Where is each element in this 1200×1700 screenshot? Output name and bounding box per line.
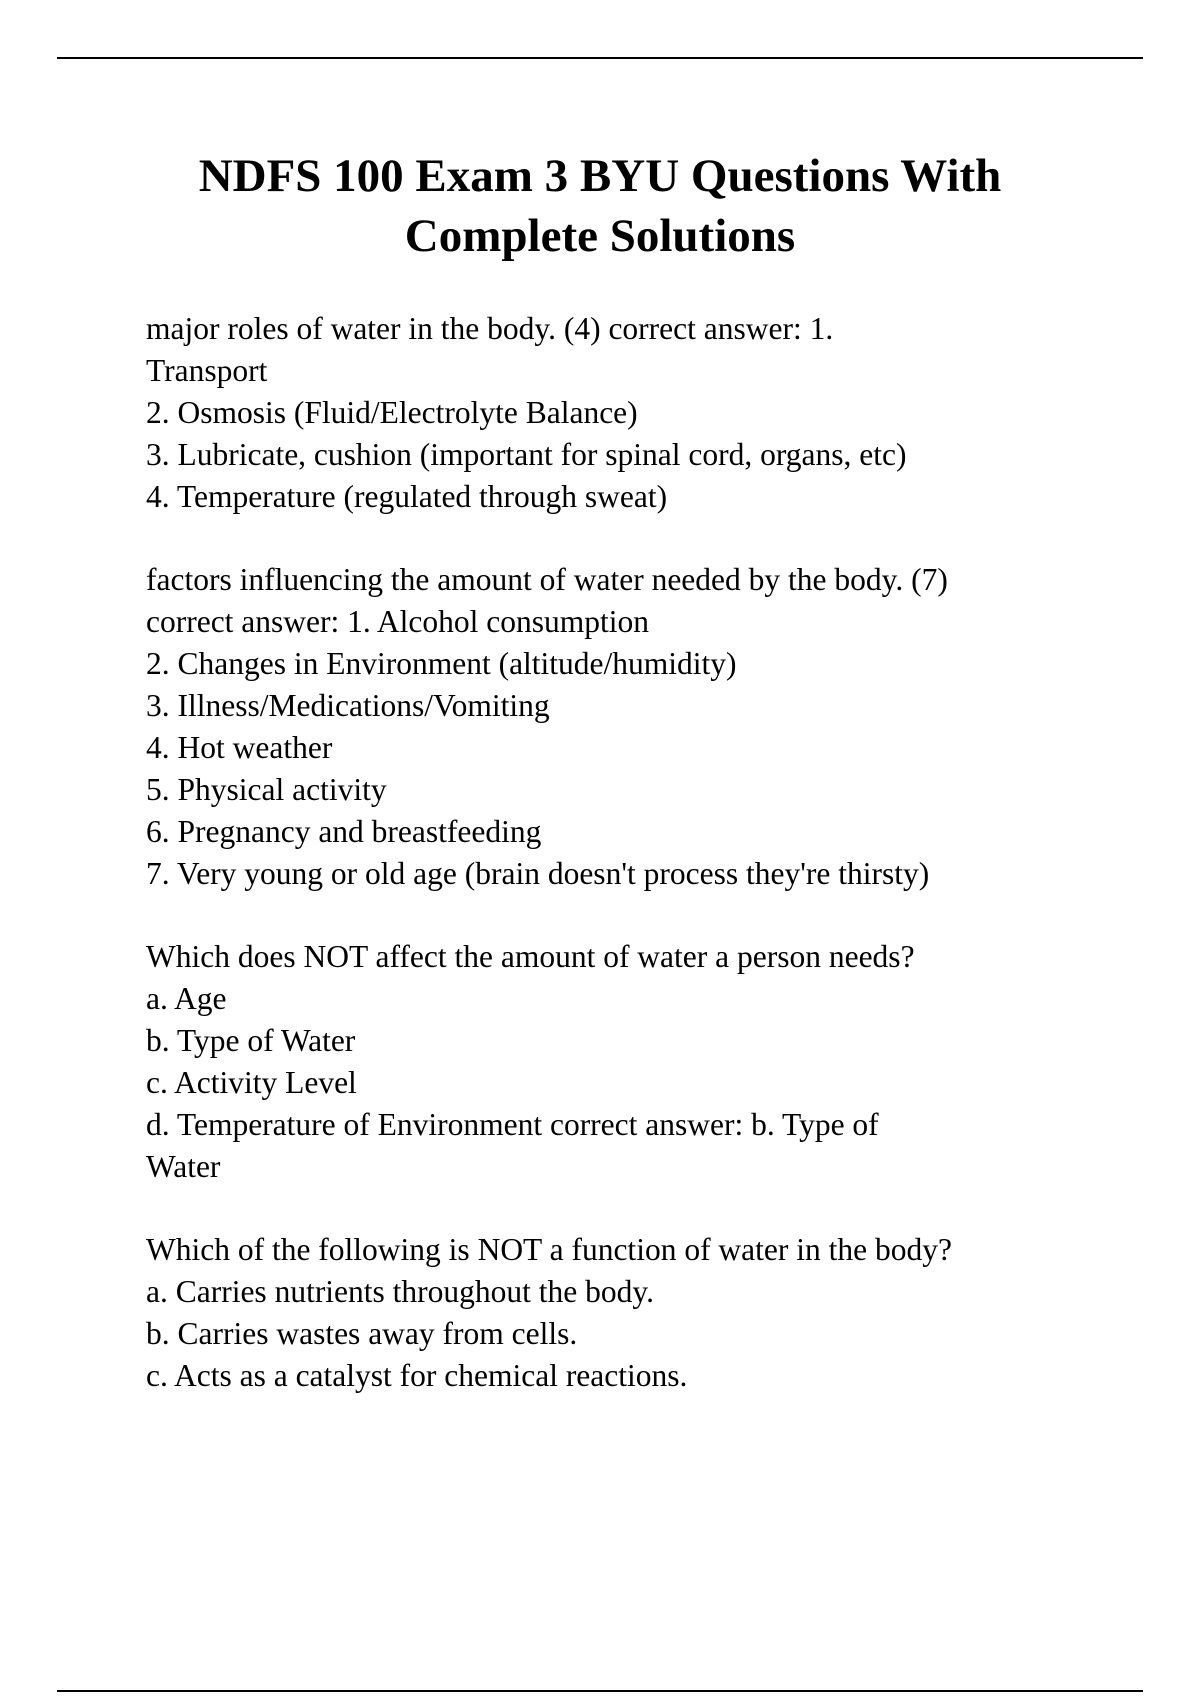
text-line: a. Carries nutrients throughout the body. xyxy=(146,1274,654,1309)
top-rule xyxy=(57,57,1143,59)
text-line: 3. Illness/Medications/Vomiting xyxy=(146,688,550,723)
title-line: Complete Solutions xyxy=(404,210,796,262)
text-line: major roles of water in the body. (4) correct answer: 1. xyxy=(146,311,834,346)
text-line: 2. Changes in Environment (altitude/humidity) xyxy=(146,646,737,681)
text-line: c. Activity Level xyxy=(146,1065,357,1100)
text-line: correct answer: 1. Alcohol consumption xyxy=(146,604,650,639)
text-line: Which does NOT affect the amount of water a person needs? xyxy=(146,939,915,974)
text-line: 4. Hot weather xyxy=(146,730,333,765)
question-block-water-function xyxy=(146,1229,1106,1397)
text-line: Which of the following is NOT a function of water in the body? xyxy=(146,1232,952,1267)
title-line: NDFS 100 Exam 3 BYU Questions With xyxy=(198,150,1002,202)
question-block-water-needs xyxy=(146,936,1106,1188)
text-line: factors influencing the amount of water needed by the body. (7) xyxy=(146,562,948,597)
text-line: 2. Osmosis (Fluid/Electrolyte Balance) xyxy=(146,395,638,430)
text-line: 6. Pregnancy and breastfeeding xyxy=(146,814,542,849)
question-block-water-factors xyxy=(146,559,1106,895)
text-line: Transport xyxy=(146,353,268,388)
question-block-water-roles xyxy=(146,308,1106,518)
text-line: a. Age xyxy=(146,981,227,1016)
text-line: b. Carries wastes away from cells. xyxy=(146,1316,578,1351)
text-line: 5. Physical activity xyxy=(146,772,387,807)
text-line: 4. Temperature (regulated through sweat) xyxy=(146,479,668,514)
text-line: b. Type of Water xyxy=(146,1023,356,1058)
text-line: 7. Very young or old age (brain doesn't process they're thirsty) xyxy=(146,856,930,891)
text-line: 3. Lubricate, cushion (important for spinal cord, organs, etc) xyxy=(146,437,907,472)
text-line: c. Acts as a catalyst for chemical reactions. xyxy=(146,1358,688,1393)
text-line: Water xyxy=(146,1149,221,1184)
document-body xyxy=(146,308,1106,1438)
document-title xyxy=(100,146,1100,266)
bottom-rule xyxy=(57,1690,1143,1692)
text-line: d. Temperature of Environment correct answer: b. Type of xyxy=(146,1107,879,1142)
